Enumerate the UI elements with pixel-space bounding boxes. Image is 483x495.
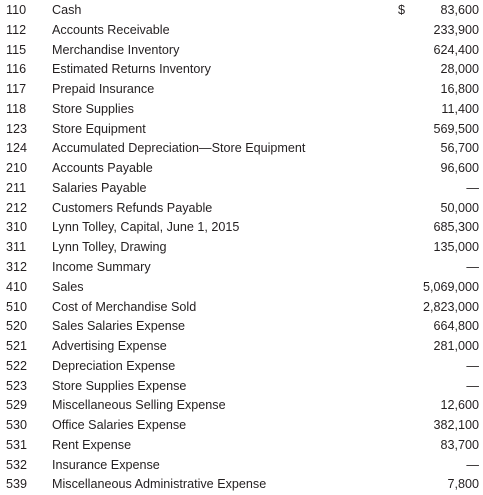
account-number: 212 [6,200,28,215]
table-row [0,297,483,317]
account-balance: 664,800 [433,319,479,334]
account-name: Income Summary [52,260,151,274]
account-name: Sales Salaries Expense [52,319,186,334]
account-number: 124 [6,141,28,156]
account-name: Depreciation Expense [52,358,176,373]
table-row [0,336,483,356]
table-row [0,435,483,455]
account-number: 529 [6,398,28,413]
table-row [0,79,483,99]
table-row [0,158,483,178]
account-name: Sales [52,279,84,294]
account-name: Insurance Expense [52,457,160,472]
account-balance: — [466,358,479,373]
account-number: 210 [6,161,28,176]
table-row [0,40,483,60]
table-row [0,356,483,376]
account-name: Merchandise Inventory [52,42,180,57]
account-number: 112 [6,22,27,37]
account-balance: 233,900 [433,22,479,37]
table-row [0,0,483,20]
account-name: Cash [52,3,82,17]
account-number: 521 [6,339,28,354]
account-balance: 56,700 [440,141,479,156]
table-row [0,217,483,237]
account-balance: 83,600 [440,3,479,17]
account-number: 531 [6,437,28,452]
account-name: Lynn Tolley, Capital, June 1, 2015 [52,220,240,235]
account-balance: 569,500 [433,121,479,136]
table-row [0,178,483,198]
account-number: 523 [6,378,28,393]
account-number: 117 [6,82,27,97]
account-balance: 135,000 [433,240,479,255]
table-row [0,138,483,158]
account-name: Accounts Receivable [52,22,170,37]
account-name: Salaries Payable [52,180,147,195]
table-row [0,415,483,435]
table-row [0,376,483,396]
account-name: Accumulated Depreciation—Store Equipment [52,141,306,156]
table-row [0,20,483,40]
account-number: 522 [6,358,28,373]
account-balance: — [466,457,479,472]
account-name: Miscellaneous Administrative Expense [52,477,267,492]
account-number: 115 [6,42,27,57]
account-number: 312 [6,260,28,274]
account-balance: 11,400 [441,101,479,116]
account-balance: 83,700 [440,437,479,452]
account-number: 211 [6,180,27,195]
account-number: 510 [6,299,28,314]
account-name: Store Supplies Expense [52,378,187,393]
account-balance: 624,400 [433,42,479,57]
account-name: Lynn Tolley, Drawing [52,240,167,255]
table-row [0,257,483,277]
account-number: 310 [6,220,28,235]
table-row [0,198,483,218]
table-row [0,474,483,494]
account-balance: 96,600 [440,161,479,176]
account-name: Miscellaneous Selling Expense [52,398,226,413]
account-name: Cost of Merchandise Sold [52,299,197,314]
table-row [0,277,483,297]
account-number: 532 [6,457,28,472]
account-balance: 2,823,000 [422,299,479,314]
account-balance: 50,000 [440,200,479,215]
account-balance: 382,100 [433,418,479,433]
account-number: 123 [6,121,28,136]
account-name: Advertising Expense [52,339,167,354]
table-row [0,455,483,475]
account-number: 539 [6,477,28,492]
table-row [0,59,483,79]
account-number: 110 [6,3,27,17]
account-name: Store Equipment [52,121,146,136]
account-balance: — [466,180,479,195]
account-number: 530 [6,418,28,433]
table-row [0,119,483,139]
account-name: Office Salaries Expense [52,418,187,433]
account-balance: 281,000 [433,339,479,354]
account-name: Customers Refunds Payable [52,200,213,215]
account-balance: 12,600 [440,398,479,413]
account-number: 116 [6,62,27,77]
account-balance: 685,300 [433,220,479,235]
currency-symbol: $ [398,3,406,17]
account-balance: — [466,378,479,393]
account-number: 520 [6,319,28,334]
account-name: Store Supplies [52,101,134,116]
account-balance: 5,069,000 [422,279,479,294]
table-row [0,237,483,257]
account-number: 118 [6,101,27,116]
account-balance: — [466,260,479,274]
account-name: Estimated Returns Inventory [52,62,211,77]
account-balance: 28,000 [440,62,479,77]
account-name: Prepaid Insurance [52,82,155,97]
account-number: 311 [6,240,27,255]
table-row [0,99,483,119]
table-row [0,395,483,415]
account-name: Rent Expense [52,437,132,452]
account-balance: 7,800 [447,477,479,492]
account-number: 410 [6,279,28,294]
account-name: Accounts Payable [52,161,153,176]
account-balance: 16,800 [440,82,479,97]
table-row [0,316,483,336]
